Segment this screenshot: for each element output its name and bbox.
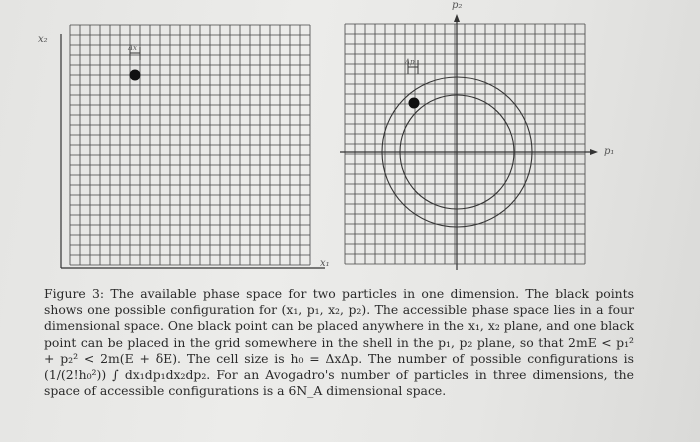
p2-arrow — [454, 14, 460, 22]
delta-x-label: Δx — [128, 44, 138, 52]
p2-axis-label: p₂ — [452, 0, 463, 11]
position-point — [130, 70, 141, 81]
delta-p-label: Δp — [405, 58, 415, 66]
x2-axis-label: x₂ — [38, 34, 48, 45]
caption-text: Figure 3: The available phase space for two particles in one dimension. The black points shows one possible configuration for (x₁, p₁, x₂, p₂). The accessible phase space lies in a four dimensional space. One black point can be placed anywhere in the x₁, x₂ plane, and one black point can be placed in the grid somewhere in the shell in the p₁, p₂ plane, so that 2mE < p₁² + p₂² < 2m(E + δE). The cell size is h₀ = ΔxΔp. The number of possible configurations is (1/(2!h₀²)) ∫ dx₁dp₁dx₂dp₂. For an Avogadro's number of particles in three dimensions, the space of accessible configurations is a 6N_A dimensional space. — [44, 286, 634, 399]
momentum-plane-grid — [345, 24, 585, 264]
p1-axis-label: p₁ — [604, 146, 615, 157]
x1-axis-label: x₁ — [320, 258, 330, 269]
p1-arrow — [590, 149, 598, 155]
position-plane-grid — [70, 25, 310, 265]
momentum-point — [409, 98, 420, 109]
figure-caption — [44, 286, 634, 399]
